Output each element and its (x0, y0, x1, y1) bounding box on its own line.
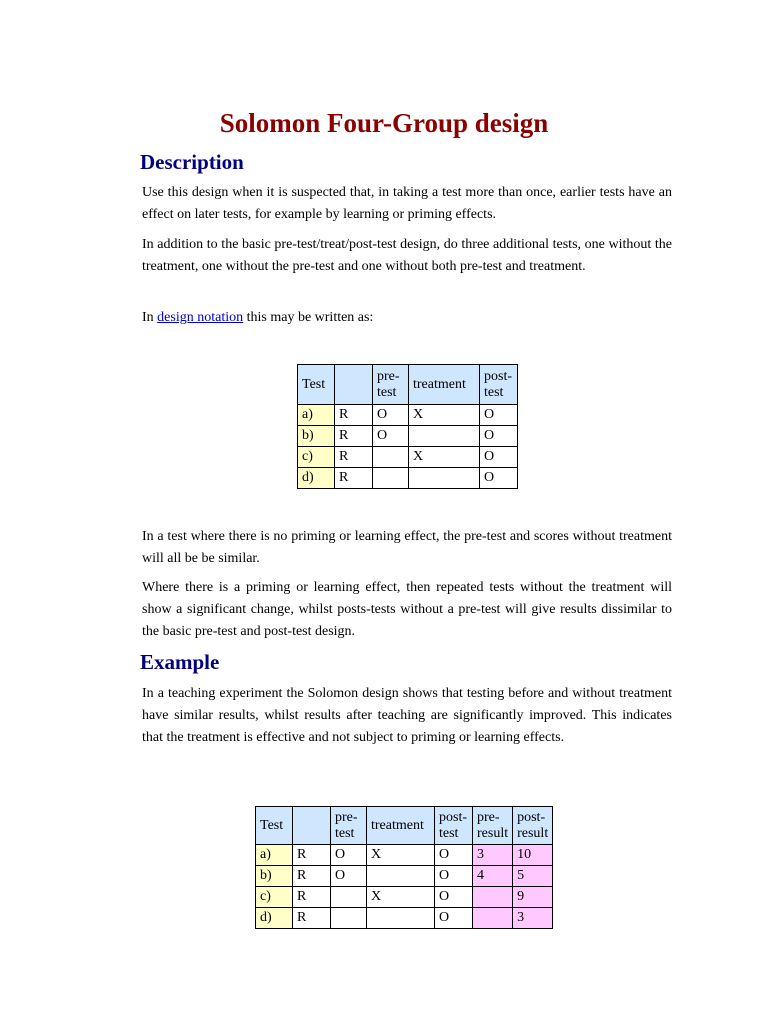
pre-result-cell (473, 887, 513, 908)
row-label: b) (256, 866, 293, 887)
table-cell: O (480, 447, 518, 468)
post-result-cell: 9 (513, 887, 553, 908)
header-cell: treatment (367, 807, 435, 845)
table-row (256, 845, 553, 866)
header-cell: post-test (480, 365, 518, 405)
pre-result-cell (473, 908, 513, 929)
table-row (256, 866, 553, 887)
table-cell: R (293, 845, 331, 866)
table-cell: O (480, 426, 518, 447)
description-paragraph-5: Where there is a priming or learning effect, then repeated tests without the treatment will show a significant change, whilst posts-tests without a pre-test will give results dissimilar to the basic pre-test and post-test design. (142, 580, 672, 639)
table-row (298, 468, 518, 489)
example-results-table (255, 806, 553, 929)
description-paragraph-2: In addition to the basic pre-test/treat/post-test design, do three additional tests, one without the treatment, one without the pre-test and one without both pre-test and treatment. (142, 237, 672, 274)
table-cell (367, 866, 435, 887)
table-row (298, 447, 518, 468)
table-cell: R (293, 887, 331, 908)
table-cell: X (409, 447, 480, 468)
header-cell: Test (256, 807, 293, 845)
row-label: d) (298, 468, 335, 489)
table-cell: O (373, 426, 409, 447)
table-cell: X (367, 887, 435, 908)
table-cell (409, 426, 480, 447)
header-cell: pre-test (331, 807, 367, 845)
header-cell (335, 365, 373, 405)
header-cell: Test (298, 365, 335, 405)
notation-suffix: this may be written as: (243, 310, 374, 325)
table-cell: O (435, 887, 473, 908)
table-cell: O (435, 866, 473, 887)
row-label: b) (298, 426, 335, 447)
table-cell (373, 468, 409, 489)
table-cell: R (293, 866, 331, 887)
table-cell: R (335, 468, 373, 489)
table-row (256, 887, 553, 908)
post-result-cell: 3 (513, 908, 553, 929)
table-cell (367, 908, 435, 929)
table-cell: X (409, 405, 480, 426)
post-result-cell: 10 (513, 845, 553, 866)
notation-prefix: In (142, 310, 158, 325)
table-cell: O (373, 405, 409, 426)
table-cell: O (331, 866, 367, 887)
row-label: c) (298, 447, 335, 468)
row-label: d) (256, 908, 293, 929)
table-cell: O (435, 908, 473, 929)
example-heading: Example (140, 650, 220, 674)
design-notation-link[interactable]: design notation (157, 310, 244, 325)
pre-result-cell: 4 (473, 866, 513, 887)
row-label: c) (256, 887, 293, 908)
description-paragraph-4: In a test where there is no priming or learning effect, the pre-test and scores without treatment will all be be similar. (142, 529, 672, 566)
pre-result-cell: 3 (473, 845, 513, 866)
description-paragraph-1: Use this design when it is suspected that, in taking a test more than once, earlier tests have an effect on later tests, for example by learning or priming effects. (142, 185, 672, 222)
table-row (298, 405, 518, 426)
description-paragraph-3 (142, 307, 672, 329)
row-label: a) (256, 845, 293, 866)
header-cell: pre-test (373, 365, 409, 405)
header-cell: post-test (435, 807, 473, 845)
header-cell (293, 807, 331, 845)
table-cell: R (335, 405, 373, 426)
table-cell: X (367, 845, 435, 866)
header-cell: pre-result (473, 807, 513, 845)
table-cell (331, 887, 367, 908)
design-notation-table (297, 364, 518, 489)
table-cell: O (435, 845, 473, 866)
description-heading: Description (140, 150, 244, 174)
header-cell: post-result (513, 807, 553, 845)
row-label: a) (298, 405, 335, 426)
table-cell (409, 468, 480, 489)
page-title: Solomon Four-Group design (219, 108, 549, 138)
table-cell: R (293, 908, 331, 929)
table-cell: R (335, 447, 373, 468)
table-cell: O (480, 468, 518, 489)
table-cell (331, 908, 367, 929)
example-paragraph: In a teaching experiment the Solomon design shows that testing before and without treatment have similar results, whilst results after teaching are significantly improved. This indicates that the treatment is effective and not subject to priming or learning effects. (142, 686, 672, 745)
table-cell: O (480, 405, 518, 426)
table-row (298, 426, 518, 447)
table-row (256, 908, 553, 929)
table-cell (373, 447, 409, 468)
header-cell: treatment (409, 365, 480, 405)
post-result-cell: 5 (513, 866, 553, 887)
table-cell: R (335, 426, 373, 447)
table-cell: O (331, 845, 367, 866)
